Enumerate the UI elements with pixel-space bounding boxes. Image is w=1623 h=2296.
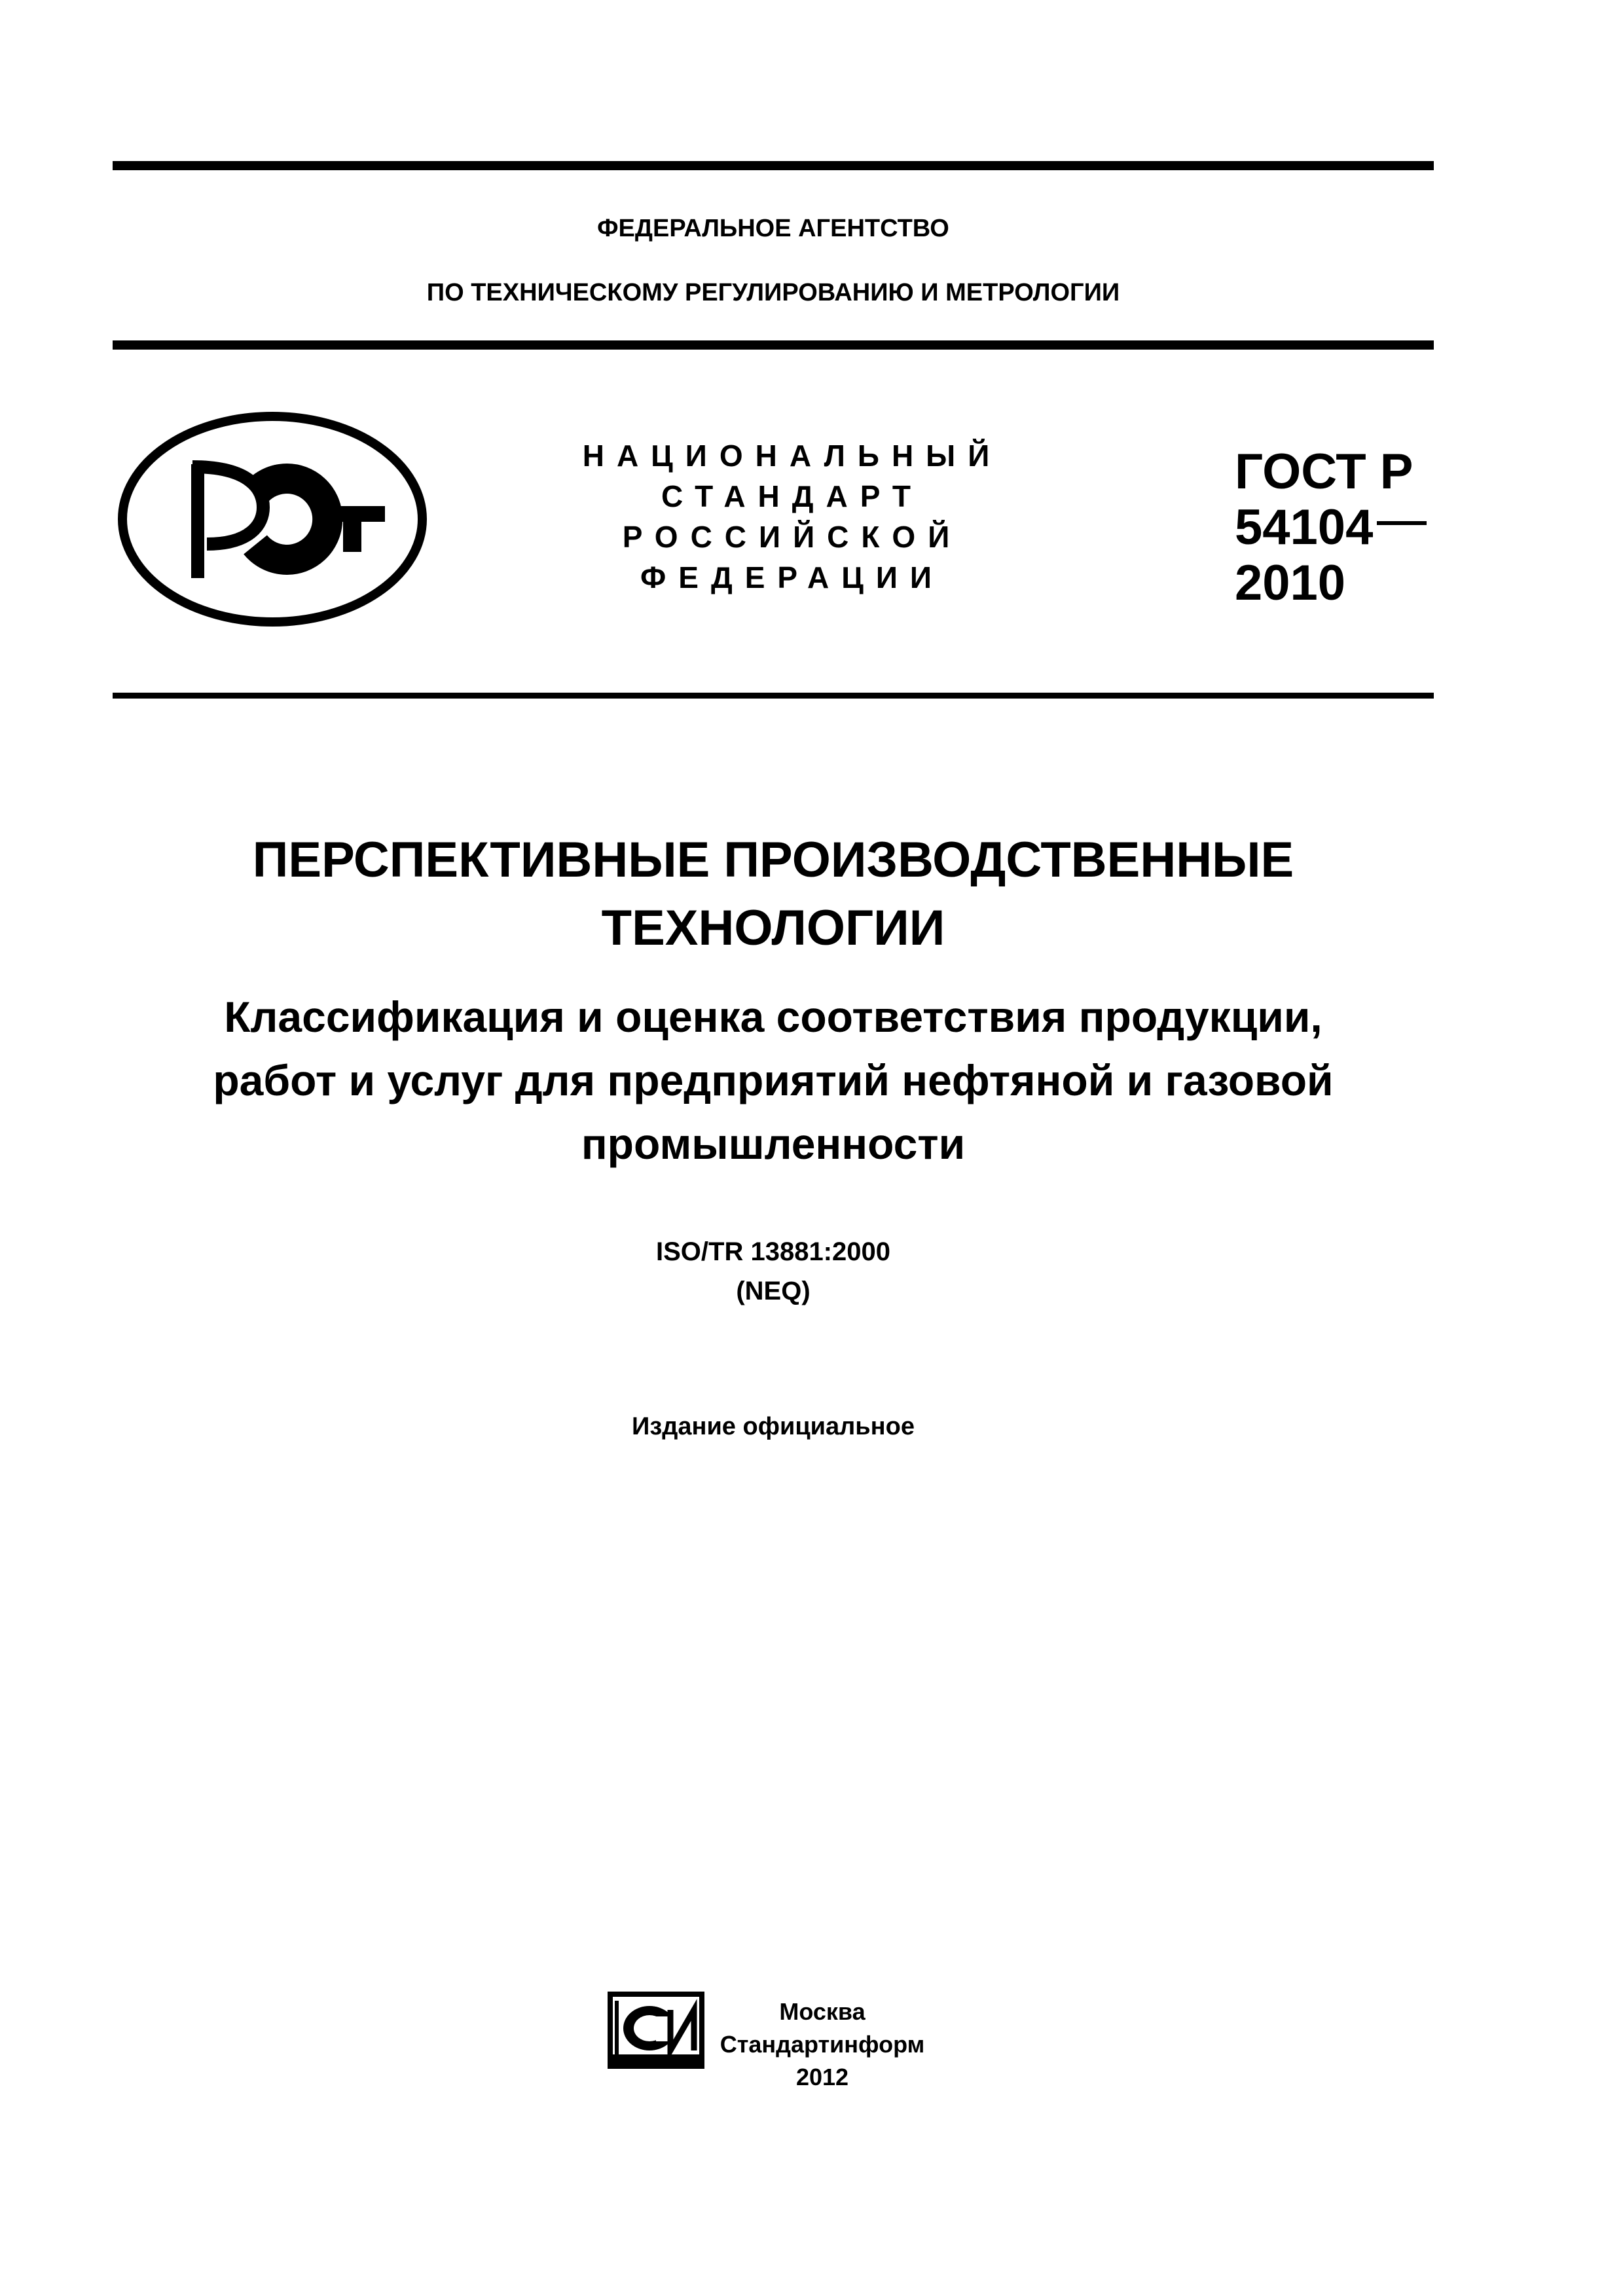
agency-name-line-2: ПО ТЕХНИЧЕСКОМУ РЕГУЛИРОВАНИЮ И МЕТРОЛОГИИ	[426, 279, 1120, 306]
header-rule	[113, 340, 1434, 350]
gost-year: 2010	[1235, 555, 1346, 611]
edition-label: Издание официальное	[632, 1413, 915, 1440]
document-title	[113, 826, 1434, 962]
standartinform-logo	[608, 1992, 704, 2069]
iso-reference	[113, 1232, 1434, 1311]
national-standard-line: НАЦИОНАЛЬНЫЙ	[582, 439, 1002, 473]
gost-number-line	[1235, 500, 1427, 555]
national-standard-line: СТАНДАРТ	[661, 479, 923, 513]
gost-dash	[1377, 521, 1427, 525]
document-title-line: ТЕХНОЛОГИИ	[601, 900, 945, 956]
publisher-city: Москва	[779, 1998, 866, 2025]
national-standard-block	[563, 435, 1021, 598]
gost-designation: ГОСТ Р	[1235, 444, 1413, 500]
national-standard-line: ФЕДЕРАЦИИ	[640, 560, 944, 594]
document-subtitle-line: работ и услуг для предприятий нефтяной и газовой	[213, 1056, 1334, 1104]
document-subtitle-line: Классификация и оценка соответствия продукции,	[224, 993, 1322, 1041]
iso-reference-number: ISO/TR 13881:2000	[656, 1237, 890, 1266]
gost-r-logo	[115, 409, 429, 629]
gost-r-logo-text: РСТ	[115, 409, 117, 410]
top-rule	[113, 161, 1434, 170]
national-standard-line: РОССИЙСКОЙ	[622, 520, 962, 554]
publisher-block	[718, 1995, 927, 2094]
iso-equivalence: (NEQ)	[736, 1277, 811, 1305]
agency-name-line-1: ФЕДЕРАЛЬНОЕ АГЕНТСТВО	[597, 215, 949, 242]
publisher-year: 2012	[795, 2064, 849, 2090]
publisher-name: Стандартинформ	[720, 2031, 925, 2058]
document-subtitle	[113, 985, 1434, 1176]
document-title-line: ПЕРСПЕКТИВНЫЕ ПРОИЗВОДСТВЕННЫЕ	[252, 832, 1294, 888]
block-rule	[113, 693, 1434, 699]
gost-number-block	[1235, 444, 1427, 611]
document-subtitle-line: промышленности	[581, 1120, 966, 1168]
gost-number: 54104	[1235, 500, 1374, 555]
